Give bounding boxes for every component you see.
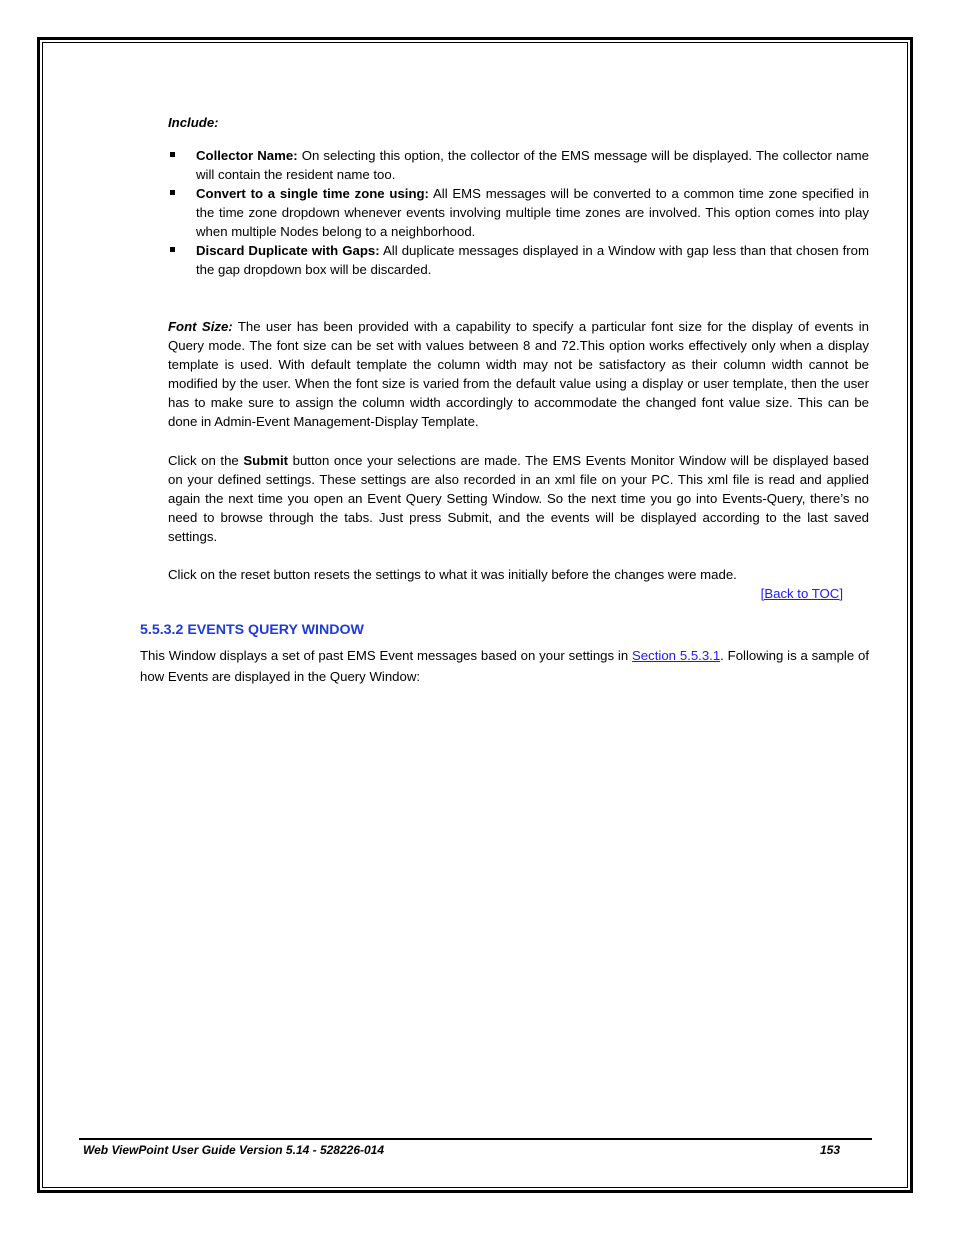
option-description: All EMS messages will be converted to a common time zone specified in the time zone dropdown whenever events involving multiple time zones are involved. This option comes into play when multiple Nodes belong to a neighborhood.: [196, 186, 869, 239]
option-label: Collector Name:: [196, 148, 298, 163]
list-item: [168, 146, 869, 184]
page-number: 153: [820, 1143, 841, 1157]
option-label: Discard Duplicate with Gaps:: [196, 243, 380, 258]
bullet-square-icon: [170, 190, 175, 195]
option-description: All duplicate messages displayed in a Window with gap less than that chosen from the gap dropdown box will be discarded.: [196, 243, 869, 277]
submit-text-after: button once your selections are made. The EMS Events Monitor Window will be displayed based on your defined settings. These settings are also recorded in an xml file on your PC. This xml file is read and applied again the next time you open an Event Query Setting Window. So the next time you go into Events-Query, there’s no need to browse through the tabs. Just press Submit, and the events will be displayed according to the last saved settings.: [168, 453, 869, 544]
section-heading: 5.5.3.2 EVENTS QUERY WINDOW: [140, 622, 364, 638]
option-description: On selecting this option, the collector of the EMS message will be displayed. The collector name will contain the resident name too.: [196, 148, 869, 182]
intro-paragraph: [140, 645, 869, 687]
font-size-text: The user has been provided with a capability to specify a particular font size for the display of events in Query mode. The font size can be set with values between 8 and 72.This option works effectively only when a display template is used. With default template the column width may not be satisfactory as their column width cannot be modified by the user. When the font size is varied from the default value using a display or user template, then the user has to make sure to assign the column width accordingly to accommodate the changed font value size. This can be done in Admin-Event Management-Display Template.: [168, 319, 869, 429]
submit-text-before: Click on the: [168, 453, 244, 468]
bullet-square-icon: [170, 152, 175, 157]
reset-paragraph: Click on the reset button resets the settings to what it was initially before the changes were made.: [168, 567, 737, 582]
submit-keyword: Submit: [243, 453, 289, 468]
list-item: [168, 241, 869, 279]
include-options-list: [168, 146, 869, 279]
footer-title: Web ViewPoint User Guide Version 5.14 - 528226-014: [83, 1143, 385, 1157]
font-size-paragraph: [168, 317, 869, 431]
option-label: Convert to a single time zone using:: [196, 186, 429, 201]
submit-paragraph: [168, 451, 869, 546]
footer-divider: [79, 1138, 872, 1140]
list-item: [168, 184, 869, 241]
intro-text-before: This Window displays a set of past EMS Event messages based on your settings in: [140, 648, 633, 663]
bullet-square-icon: [170, 247, 175, 252]
back-to-toc-link[interactable]: [Back to TOC]: [760, 586, 843, 601]
include-heading: Include:: [168, 115, 219, 130]
font-size-label: Font Size:: [168, 319, 233, 334]
section-link[interactable]: Section 5.5.3.1: [632, 648, 721, 663]
intro-text-after: . Following is a sample of how Events are displayed in the Query Window:: [140, 648, 870, 684]
